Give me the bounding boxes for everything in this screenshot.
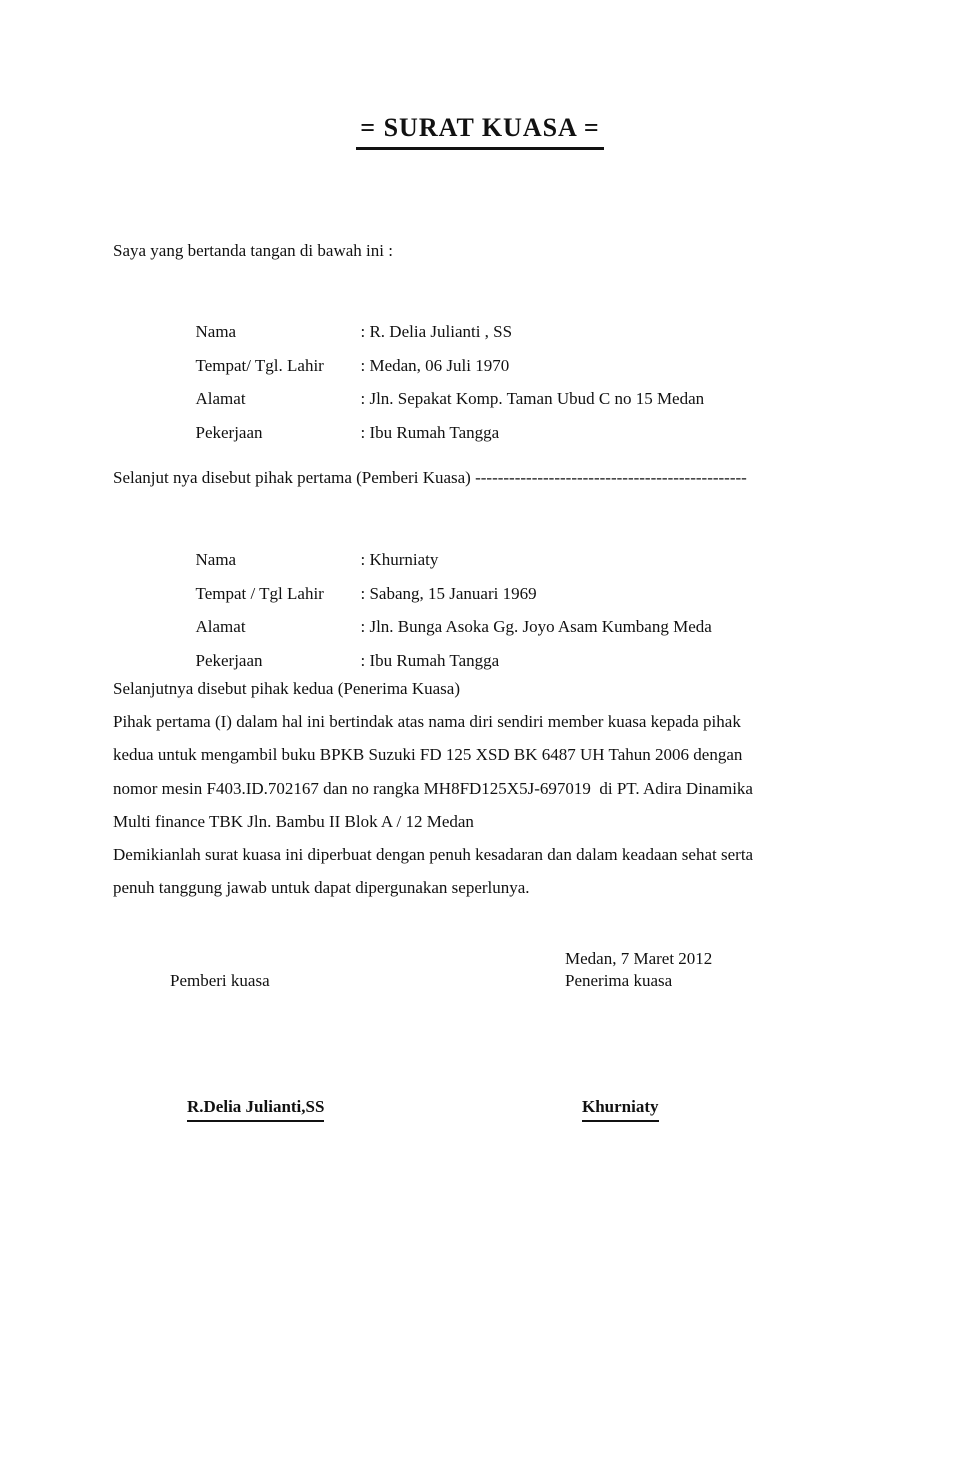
detail-label: Nama — [195, 550, 237, 570]
party1-closing-line: Selanjut nya disebut pihak pertama (Pemberi Kuasa) ------------------------------------------------ — [113, 468, 747, 487]
body-line: kedua untuk mengambil buku BPKB Suzuki FD 125 XSD BK 6487 UH Tahun 2006 dengan — [113, 745, 743, 765]
detail-label: Alamat — [195, 617, 246, 637]
detail-label: Nama — [195, 322, 237, 342]
giver-role-label: Pemberi kuasa — [170, 971, 270, 990]
detail-value: : Khurniaty — [360, 550, 439, 570]
intro-line: Saya yang bertanda tangan di bawah ini : — [113, 241, 393, 260]
date-place-line: Medan, 7 Maret 2012 — [565, 949, 713, 968]
page-title: = SURAT KUASA = — [356, 113, 603, 150]
detail-value: : Jln. Sepakat Komp. Taman Ubud C no 15 Medan — [360, 389, 705, 409]
title-container — [0, 113, 960, 150]
detail-label: Pekerjaan — [195, 422, 263, 442]
receiver-role-label: Penerima kuasa — [565, 971, 673, 990]
detail-value: : Jln. Bunga Asoka Gg. Joyo Asam Kumbang Meda — [360, 617, 712, 637]
detail-value: : Sabang, 15 Januari 1969 — [360, 583, 537, 603]
body-line: nomor mesin F403.ID.702167 dan no rangka MH8FD125X5J-697019 di PT. Adira Dinamika — [113, 778, 753, 798]
body-line: penuh tanggung jawab untuk dapat dipergunakan seperlunya. — [113, 878, 530, 898]
body-paragraphs — [113, 672, 873, 904]
detail-label: Pekerjaan — [195, 650, 263, 670]
detail-value: : Medan, 06 Juli 1970 — [360, 355, 510, 375]
party1-details — [170, 282, 705, 442]
detail-value: : R. Delia Julianti , SS — [360, 322, 513, 342]
body-line: Multi finance TBK Jln. Bambu II Blok A / 12 Medan — [113, 811, 474, 831]
detail-value: : Ibu Rumah Tangga — [360, 650, 500, 670]
detail-row — [170, 282, 704, 342]
detail-label: Alamat — [195, 389, 246, 409]
giver-signature-name — [170, 1071, 324, 1146]
receiver-name-text: Khurniaty — [582, 1095, 659, 1122]
detail-label: Tempat / Tgl Lahir — [195, 583, 324, 603]
party2-closing-line: Selanjutnya disebut pihak kedua (Penerima Kuasa) — [113, 679, 460, 698]
party2-details — [170, 510, 712, 670]
body-line: Pihak pertama (I) dalam hal ini bertindak atas nama diri sendiri member kuasa kepada pihak — [113, 712, 741, 732]
giver-name-text: R.Delia Julianti,SS — [187, 1095, 324, 1122]
body-line: Demikianlah surat kuasa ini diperbuat dengan penuh kesadaran dan dalam keadaan sehat serta — [113, 844, 754, 864]
detail-value: : Ibu Rumah Tangga — [360, 422, 500, 442]
detail-row — [170, 510, 712, 570]
detail-label: Tempat/ Tgl. Lahir — [195, 355, 324, 375]
receiver-signature-name — [565, 1071, 659, 1146]
